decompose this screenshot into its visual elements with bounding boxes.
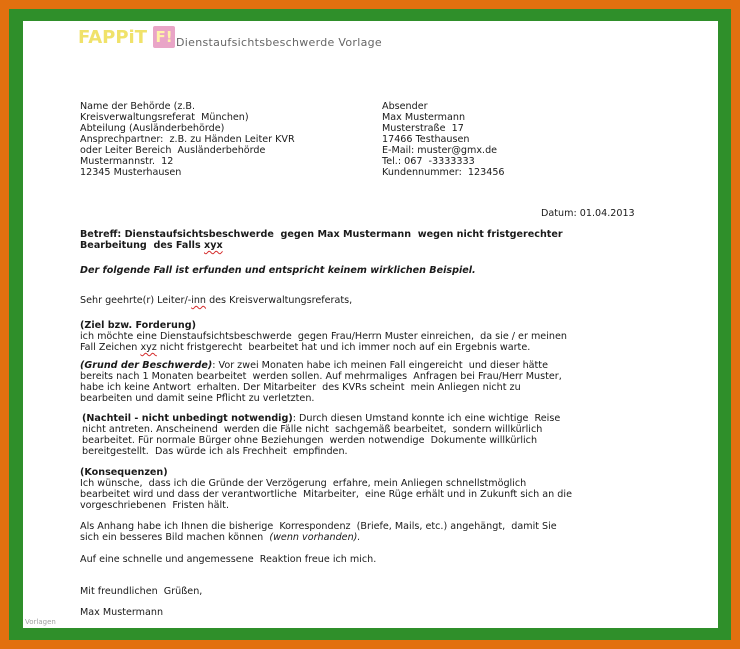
- attachment-line-1: Als Anhang habe ich Ihnen die bisherige Korrespondenz (Briefe, Mails, etc.) angehängt, damit Sie: [80, 521, 557, 532]
- section-goal: [80, 320, 567, 353]
- attachment-note: (wenn vorhanden).: [269, 532, 361, 543]
- section-consequences: [80, 467, 572, 511]
- reason-line: bereits nach 1 Monaten bearbeitet werden sollen. Auf mehrmaliges Anfragen bei Frau/Herr Muster,: [80, 371, 562, 382]
- letter-paper: [23, 21, 718, 628]
- sender-customer-number: Kundennummer: 123456: [382, 167, 505, 178]
- subject-line-2: [80, 240, 563, 251]
- disadvantage-line: bereitgestellt. Das würde ich als Frechheit empfinden.: [82, 446, 348, 457]
- recipient-line: Abteilung (Ausländerbehörde): [80, 123, 225, 134]
- disadvantage-line: bearbeitet. Für normale Bürger ohne Beziehungen werden notwendige Dokumente willkürlich: [82, 435, 538, 446]
- recipient-line: Kreisverwaltungsreferat München): [80, 112, 249, 123]
- reason-text: : Vor zwei Monaten habe ich meinen Fall eingereicht und dieser hätte: [212, 360, 548, 371]
- subject-line-1: Betreff: Dienstaufsichtsbeschwerde gegen Max Mustermann wegen nicht fristgerechter: [80, 229, 563, 240]
- recipient-address: [80, 101, 295, 178]
- case-reference: xyx: [204, 240, 223, 251]
- sender-line: 17466 Testhausen: [382, 134, 470, 145]
- section-disadvantage: [82, 413, 560, 457]
- greeting-text: Mit freundlichen Grüßen,: [80, 586, 203, 597]
- disadvantage-line-1: [82, 413, 560, 424]
- sender-phone: Tel.: 067 -3333333: [382, 156, 475, 167]
- letter-date: [541, 208, 635, 219]
- sender-line: Absender: [382, 101, 428, 112]
- logo-text: FAPPiT: [78, 26, 147, 48]
- disadvantage-text: : Durch diesen Umstand konnte ich eine wichtige Reise: [292, 413, 561, 424]
- closing-request: [80, 554, 376, 565]
- recipient-line: 12345 Musterhausen: [80, 167, 182, 178]
- document-title: Dienstaufsichtsbeschwerde Vorlage: [176, 36, 382, 49]
- signature-text: Max Mustermann: [80, 607, 164, 618]
- closing-request-text: Auf eine schnelle und angemessene Reaktion freue ich mich.: [80, 554, 377, 565]
- disadvantage-line: nicht antreten. Anscheinend werden die Fälle nicht sachgemäß bearbeitet, sondern willkürlich: [82, 424, 543, 435]
- subject: [80, 229, 563, 251]
- consequences-line: vorgeschriebenen Fristen hält.: [80, 500, 229, 511]
- goal-text: Fall Zeichen: [80, 342, 141, 353]
- sender-line: Musterstraße 17: [382, 123, 464, 134]
- goal-line-1: ich möchte eine Dienstaufsichtsbeschwerde gegen Frau/Herrn Muster einreichen, da sie / er meinen: [80, 331, 567, 342]
- consequences-heading: (Konsequenzen): [80, 467, 168, 478]
- reason-line: habe ich keine Antwort erhalten. Der Mitarbeiter des KVRs scheint mein Anliegen nicht zu: [80, 382, 521, 393]
- goal-heading: (Ziel bzw. Forderung): [80, 320, 196, 331]
- consequences-line: Ich wünsche, dass ich die Gründe der Verzögerung erfahre, mein Anliegen schnellstmöglich: [80, 478, 527, 489]
- sender-address: [382, 101, 505, 178]
- salutation-text: Sehr geehrte(r) Leiter/-: [80, 295, 192, 306]
- goal-text-rest: nicht fristgerecht bearbeitet hat und ich immer noch auf ein Ergebnis warte.: [156, 342, 531, 353]
- greeting: [80, 586, 202, 597]
- recipient-line: Ansprechpartner: z.B. zu Händen Leiter KVR: [80, 134, 295, 145]
- logo-badge: F!: [153, 26, 175, 48]
- disadvantage-heading: (Nachteil - nicht unbedingt notwendig): [82, 413, 293, 424]
- reason-heading: (Grund der Beschwerde): [80, 360, 213, 371]
- disclaimer-text: Der folgende Fall ist erfunden und entspricht keinem wirklichen Beispiel.: [80, 265, 476, 276]
- subject-text: Bearbeitung des Falls: [80, 240, 204, 251]
- recipient-line: Mustermannstr. 12: [80, 156, 174, 167]
- reason-line: bearbeiten und damit seine Pflicht zu verletzten.: [80, 393, 315, 404]
- signature: [80, 607, 163, 618]
- section-reason: [80, 360, 562, 404]
- salutation-rest: des Kreisverwaltungsreferats,: [206, 295, 353, 306]
- sender-line: Max Mustermann: [382, 112, 466, 123]
- attachment-line-2: [80, 532, 557, 543]
- attachment-text: sich ein besseres Bild machen können: [80, 532, 270, 543]
- salutation: [80, 295, 352, 306]
- letter-content: [23, 21, 718, 628]
- disclaimer: [80, 265, 476, 276]
- footer-watermark: Vorlagen: [25, 618, 56, 626]
- sender-email: E-Mail: muster@gmx.de: [382, 145, 498, 156]
- goal-line-2: [80, 342, 567, 353]
- recipient-line: Name der Behörde (z.B.: [80, 101, 196, 112]
- reason-line-1: [80, 360, 562, 371]
- consequences-line: bearbeitet wird und dass der verantwortliche Mitarbeiter, eine Rüge erhält und in Zukunft sich an die: [80, 489, 572, 500]
- salutation-marked: inn: [191, 295, 207, 306]
- section-attachment: [80, 521, 557, 543]
- site-logo[interactable]: [78, 26, 175, 48]
- case-number: xyz: [140, 342, 157, 353]
- recipient-line: oder Leiter Bereich Ausländerbehörde: [80, 145, 266, 156]
- date-text: Datum: 01.04.2013: [541, 208, 635, 219]
